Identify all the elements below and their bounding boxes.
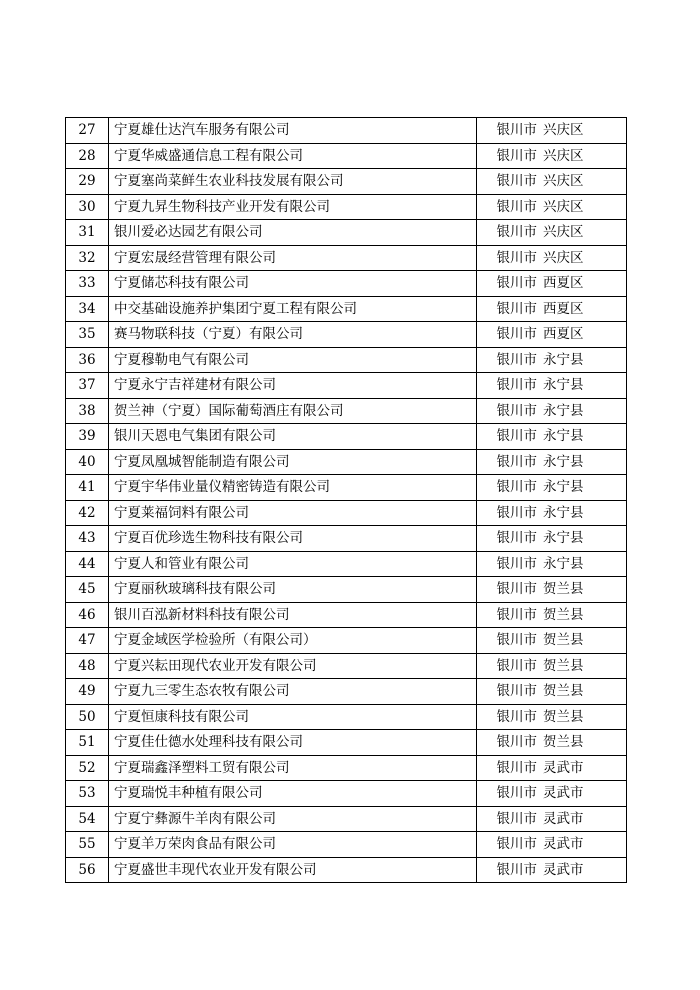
table-row: [66, 169, 627, 195]
location-city: 银川市: [496, 810, 537, 827]
location-district: 兴庆区: [543, 122, 584, 139]
row-number: 39: [66, 424, 109, 450]
row-number: 53: [66, 781, 109, 807]
location-district: 永宁县: [543, 377, 584, 394]
location-cell: [477, 143, 627, 169]
location-city: 银川市: [496, 606, 537, 623]
table-row: [66, 475, 627, 501]
location-district: 贺兰县: [543, 734, 584, 751]
location-cell: [477, 781, 627, 807]
location-cell: [477, 730, 627, 756]
location-city: 银川市: [496, 198, 537, 215]
location-cell: [477, 271, 627, 297]
location-cell: [477, 679, 627, 705]
location-cell: [477, 322, 627, 348]
location-district: 永宁县: [543, 402, 584, 419]
company-name: 宁夏丽秋玻璃科技有限公司: [109, 577, 477, 603]
location-district: 灵武市: [543, 810, 584, 827]
row-number: 51: [66, 730, 109, 756]
table-row: [66, 194, 627, 220]
location-cell: [477, 245, 627, 271]
table-row: [66, 296, 627, 322]
company-name: 宁夏储芯科技有限公司: [109, 271, 477, 297]
location-cell: [477, 755, 627, 781]
location-district: 兴庆区: [543, 198, 584, 215]
company-name: 宁夏恒康科技有限公司: [109, 704, 477, 730]
location-city: 银川市: [496, 428, 537, 445]
location-cell: [477, 194, 627, 220]
location-city: 银川市: [496, 657, 537, 674]
company-name: 宁夏九昇生物科技产业开发有限公司: [109, 194, 477, 220]
table-row: [66, 449, 627, 475]
location-cell: [477, 832, 627, 858]
table-row: [66, 500, 627, 526]
location-district: 兴庆区: [543, 224, 584, 241]
location-district: 永宁县: [543, 530, 584, 547]
location-city: 银川市: [496, 377, 537, 394]
row-number: 52: [66, 755, 109, 781]
location-city: 银川市: [496, 224, 537, 241]
location-district: 贺兰县: [543, 657, 584, 674]
location-city: 银川市: [496, 173, 537, 190]
location-city: 银川市: [496, 249, 537, 266]
location-city: 银川市: [496, 632, 537, 649]
row-number: 49: [66, 679, 109, 705]
location-city: 银川市: [496, 581, 537, 598]
row-number: 54: [66, 806, 109, 832]
location-cell: [477, 398, 627, 424]
table-row: [66, 704, 627, 730]
location-cell: [477, 628, 627, 654]
location-cell: [477, 424, 627, 450]
row-number: 28: [66, 143, 109, 169]
table-row: [66, 143, 627, 169]
location-district: 贺兰县: [543, 581, 584, 598]
company-name: 宁夏塞尚菜鲜生农业科技发展有限公司: [109, 169, 477, 195]
table-row: [66, 832, 627, 858]
location-district: 贺兰县: [543, 683, 584, 700]
row-number: 38: [66, 398, 109, 424]
row-number: 35: [66, 322, 109, 348]
location-district: 灵武市: [543, 785, 584, 802]
location-city: 银川市: [496, 147, 537, 164]
row-number: 33: [66, 271, 109, 297]
location-district: 贺兰县: [543, 632, 584, 649]
company-name: 银川天恩电气集团有限公司: [109, 424, 477, 450]
company-name: 宁夏雄仕达汽车服务有限公司: [109, 118, 477, 144]
company-name: 宁夏九三零生态农牧有限公司: [109, 679, 477, 705]
company-name: 赛马物联科技（宁夏）有限公司: [109, 322, 477, 348]
location-district: 西夏区: [543, 326, 584, 343]
company-name: 宁夏穆勒电气有限公司: [109, 347, 477, 373]
row-number: 32: [66, 245, 109, 271]
company-name: 宁夏瑞鑫泽塑料工贸有限公司: [109, 755, 477, 781]
company-name: 宁夏羊万荣肉食品有限公司: [109, 832, 477, 858]
company-name: 宁夏永宁吉祥建材有限公司: [109, 373, 477, 399]
row-number: 31: [66, 220, 109, 246]
location-cell: [477, 857, 627, 883]
location-cell: [477, 577, 627, 603]
row-number: 27: [66, 118, 109, 144]
location-city: 银川市: [496, 300, 537, 317]
location-cell: [477, 347, 627, 373]
location-district: 兴庆区: [543, 173, 584, 190]
location-city: 银川市: [496, 504, 537, 521]
table-row: [66, 577, 627, 603]
row-number: 41: [66, 475, 109, 501]
table-row: [66, 347, 627, 373]
table-row: [66, 679, 627, 705]
row-number: 36: [66, 347, 109, 373]
location-district: 永宁县: [543, 351, 584, 368]
company-name: 宁夏人和管业有限公司: [109, 551, 477, 577]
table-row: [66, 322, 627, 348]
location-district: 兴庆区: [543, 249, 584, 266]
company-name: 中交基础设施养护集团宁夏工程有限公司: [109, 296, 477, 322]
location-city: 银川市: [496, 785, 537, 802]
location-district: 永宁县: [543, 428, 584, 445]
table-row: [66, 424, 627, 450]
location-cell: [477, 806, 627, 832]
location-cell: [477, 475, 627, 501]
table-row: [66, 781, 627, 807]
table-row: [66, 653, 627, 679]
company-name: 银川爱必达园艺有限公司: [109, 220, 477, 246]
location-cell: [477, 449, 627, 475]
location-cell: [477, 169, 627, 195]
row-number: 47: [66, 628, 109, 654]
row-number: 37: [66, 373, 109, 399]
row-number: 48: [66, 653, 109, 679]
location-district: 西夏区: [543, 275, 584, 292]
location-district: 永宁县: [543, 453, 584, 470]
table-row: [66, 271, 627, 297]
row-number: 44: [66, 551, 109, 577]
row-number: 34: [66, 296, 109, 322]
company-name: 宁夏金域医学检验所（有限公司）: [109, 628, 477, 654]
company-name: 宁夏瑞悦丰种植有限公司: [109, 781, 477, 807]
row-number: 29: [66, 169, 109, 195]
table-row: [66, 551, 627, 577]
location-district: 兴庆区: [543, 147, 584, 164]
row-number: 43: [66, 526, 109, 552]
company-name: 宁夏宁彝源牛羊肉有限公司: [109, 806, 477, 832]
company-name: 宁夏凤凰城智能制造有限公司: [109, 449, 477, 475]
location-cell: [477, 704, 627, 730]
company-name: 宁夏华威盛通信息工程有限公司: [109, 143, 477, 169]
location-city: 银川市: [496, 683, 537, 700]
table-row: [66, 398, 627, 424]
table-row: [66, 755, 627, 781]
table-row: [66, 730, 627, 756]
location-city: 银川市: [496, 759, 537, 776]
table-row: [66, 245, 627, 271]
company-name: 贺兰神（宁夏）国际葡萄酒庄有限公司: [109, 398, 477, 424]
location-city: 银川市: [496, 326, 537, 343]
table-row: [66, 857, 627, 883]
location-cell: [477, 118, 627, 144]
row-number: 42: [66, 500, 109, 526]
table-row: [66, 118, 627, 144]
location-district: 灵武市: [543, 836, 584, 853]
location-city: 银川市: [496, 479, 537, 496]
location-cell: [477, 653, 627, 679]
location-cell: [477, 373, 627, 399]
company-name: 宁夏佳仕德水处理科技有限公司: [109, 730, 477, 756]
company-name: 宁夏莱福饲料有限公司: [109, 500, 477, 526]
company-name: 宁夏百优珍选生物科技有限公司: [109, 526, 477, 552]
location-district: 西夏区: [543, 300, 584, 317]
location-city: 银川市: [496, 122, 537, 139]
location-city: 银川市: [496, 453, 537, 470]
location-district: 贺兰县: [543, 708, 584, 725]
company-name: 宁夏宏晟经营管理有限公司: [109, 245, 477, 271]
company-name: 银川百泓新材料科技有限公司: [109, 602, 477, 628]
location-city: 银川市: [496, 861, 537, 878]
row-number: 30: [66, 194, 109, 220]
location-city: 银川市: [496, 351, 537, 368]
row-number: 40: [66, 449, 109, 475]
location-city: 银川市: [496, 708, 537, 725]
location-city: 银川市: [496, 734, 537, 751]
location-cell: [477, 296, 627, 322]
company-table: [65, 117, 627, 883]
location-city: 银川市: [496, 555, 537, 572]
location-cell: [477, 551, 627, 577]
table-row: [66, 373, 627, 399]
location-city: 银川市: [496, 530, 537, 547]
row-number: 50: [66, 704, 109, 730]
location-city: 银川市: [496, 402, 537, 419]
location-cell: [477, 526, 627, 552]
table-row: [66, 526, 627, 552]
location-district: 灵武市: [543, 861, 584, 878]
location-district: 永宁县: [543, 504, 584, 521]
row-number: 45: [66, 577, 109, 603]
location-district: 灵武市: [543, 759, 584, 776]
table-row: [66, 628, 627, 654]
company-name: 宁夏兴耘田现代农业开发有限公司: [109, 653, 477, 679]
table-row: [66, 220, 627, 246]
location-cell: [477, 220, 627, 246]
company-table-body: [66, 118, 627, 883]
location-cell: [477, 500, 627, 526]
location-district: 贺兰县: [543, 606, 584, 623]
table-row: [66, 602, 627, 628]
location-district: 永宁县: [543, 479, 584, 496]
row-number: 56: [66, 857, 109, 883]
location-cell: [477, 602, 627, 628]
company-name: 宁夏宇华伟业量仪精密铸造有限公司: [109, 475, 477, 501]
company-name: 宁夏盛世丰现代农业开发有限公司: [109, 857, 477, 883]
table-row: [66, 806, 627, 832]
row-number: 55: [66, 832, 109, 858]
location-city: 银川市: [496, 836, 537, 853]
row-number: 46: [66, 602, 109, 628]
location-district: 永宁县: [543, 555, 584, 572]
location-city: 银川市: [496, 275, 537, 292]
